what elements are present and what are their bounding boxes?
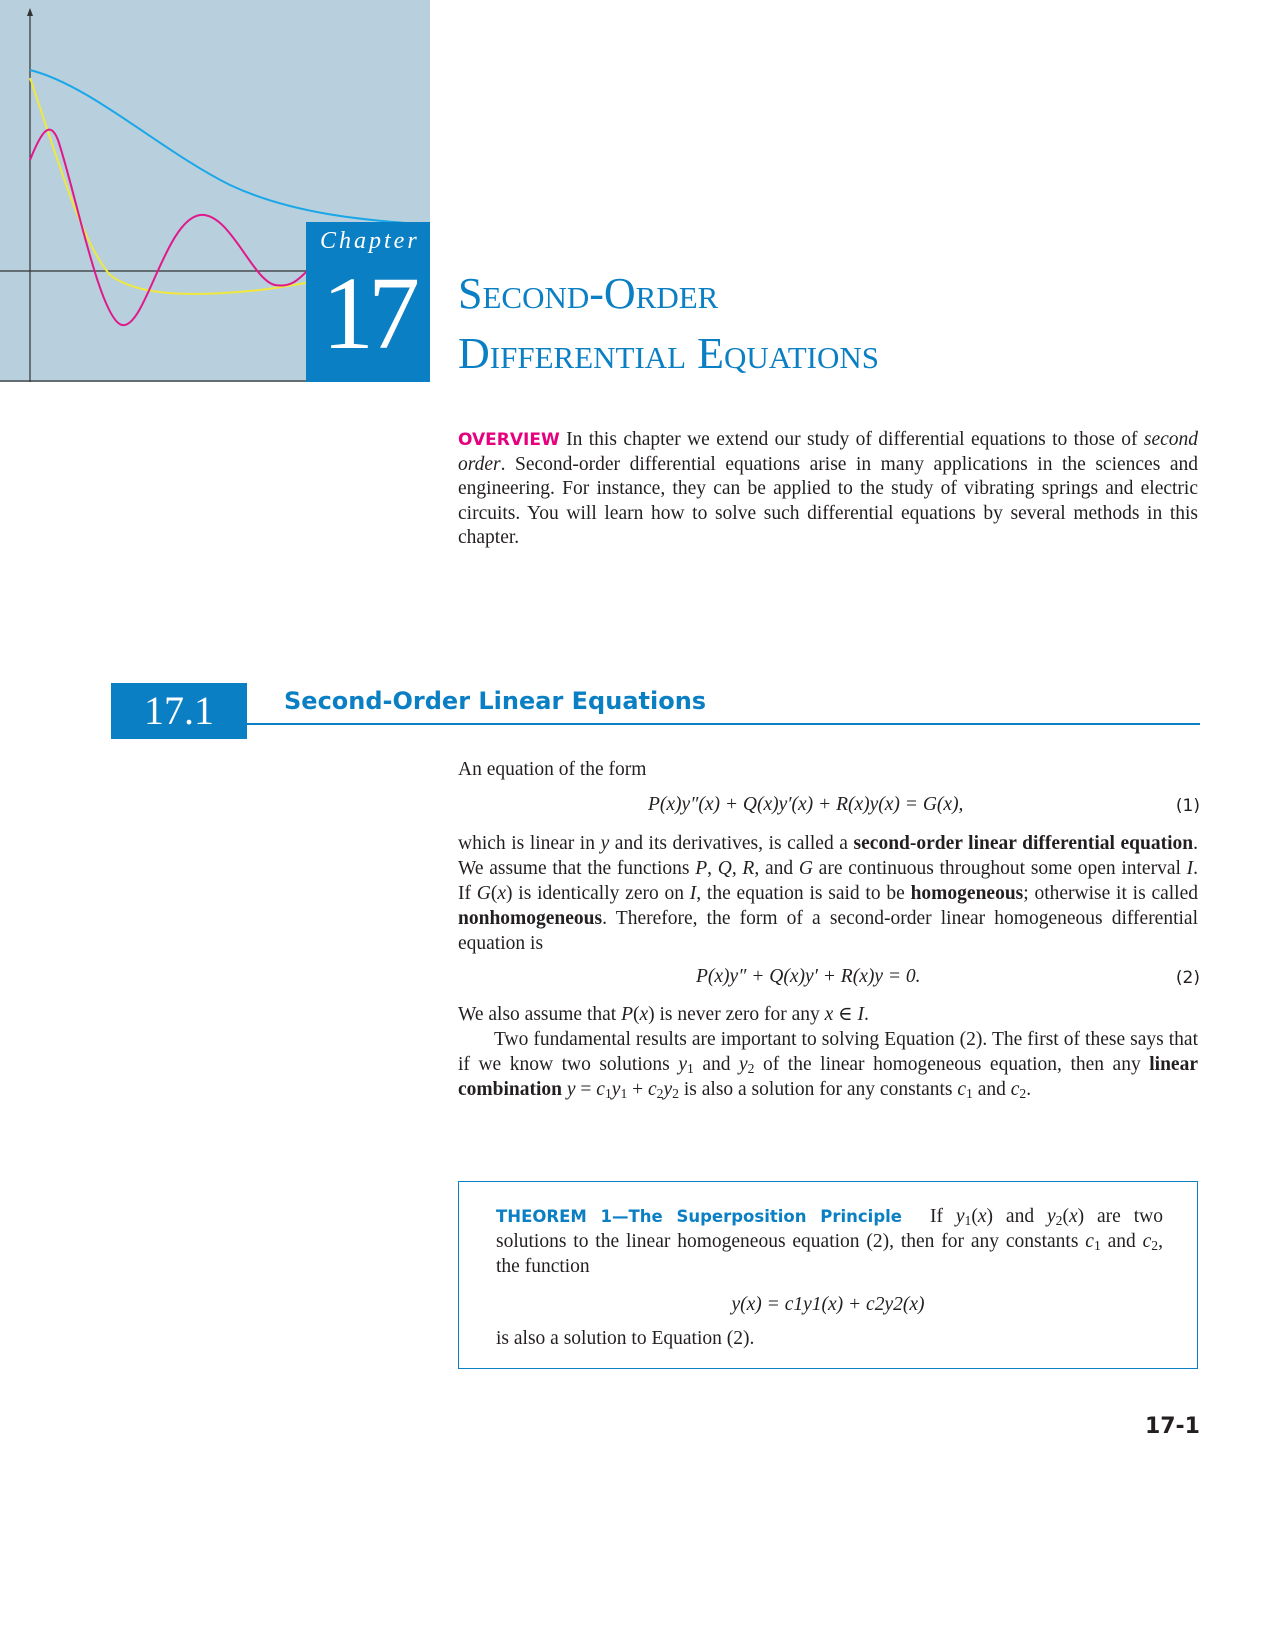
chapter-title — [458, 264, 879, 384]
theorem-box — [458, 1181, 1198, 1369]
term-linear-combination: linear combination — [458, 1054, 1198, 1100]
term-second-order: second-order linear differential equation — [853, 833, 1194, 854]
overview-text-end: . Second-order differential equations arise in many applications in the sciences and engineering. For instance, they can be applied to the study of vibrating springs and electric circuits. You will learn how to solve such differential equations by several methods in this chapter. — [458, 453, 1198, 548]
page-number: 17-1 — [1144, 1414, 1200, 1439]
equation-1-number: (1) — [1175, 796, 1200, 816]
theorem-heading: THEOREM 1—The Superposition Principle — [496, 1207, 902, 1226]
intro-sentence: An equation of the form — [458, 759, 647, 780]
section-number-box: 17.1 — [111, 683, 247, 739]
definition-paragraph: which is linear in y and its derivatives, is called a second-order linear differential equation. We assume that the functions P, Q, R, and G are continuous throughout some open interval I. If G(x) is identically zero on I, the equation is said to be homogeneous; otherwise it is called nonhomogeneous. Therefore, the form of a second-order linear homogeneous differential equation is — [458, 833, 1199, 954]
overview-paragraph — [458, 428, 1198, 551]
chapter-number: 17 — [322, 256, 414, 371]
section-rule — [247, 723, 1200, 725]
theorem-statement: THEOREM 1—The Superposition Principle If $y_1(x)$ and $y_2(x)$ are two solutions to the linear homogeneous equation (2), then for any constants $c_1$ and $c_2$, the function — [496, 1206, 1163, 1277]
theorem-equation: y(x) = c1y1(x) + c2y2(x) — [731, 1294, 925, 1315]
chapter-title-line-2: Differential Equations — [458, 329, 879, 378]
theorem-conclusion: is also a solution to Equation (2). — [496, 1328, 755, 1349]
chapter-number-box — [306, 222, 430, 382]
section-title: Second-Order Linear Equations — [284, 687, 707, 715]
equation-2: P(x)y″ + Q(x)y′ + R(x)y = 0. — [696, 966, 921, 987]
chapter-title-line-1: Second-Order — [458, 269, 719, 318]
equation-2-number: (2) — [1175, 968, 1200, 988]
equation-1: P(x)y″(x) + Q(x)y′(x) + R(x)y(x) = G(x), — [648, 794, 964, 815]
overview-text-italic: second order — [458, 429, 1199, 475]
overview-text-start: In this chapter we extend our study of differential equations to those of — [566, 429, 1138, 450]
overview-label: OVERVIEW — [458, 430, 560, 450]
term-homogeneous: homogeneous — [910, 883, 1024, 904]
assumption-paragraph: We also assume that P(x) is never zero for any x ∈ I. Two fundamental results are important to solving Equation (2). The first of these says that if we know two solutions $y_1$ and $y_2$ of the linear homogeneous equation, then any linear combination $y = c_1y_1 + c_2y_2$ is also a solution for any constants $c_1$ and $c_2$. — [458, 1004, 1198, 1101]
chapter-label: Chapter — [320, 228, 420, 254]
term-nonhomogeneous: nonhomogeneous — [458, 908, 603, 929]
